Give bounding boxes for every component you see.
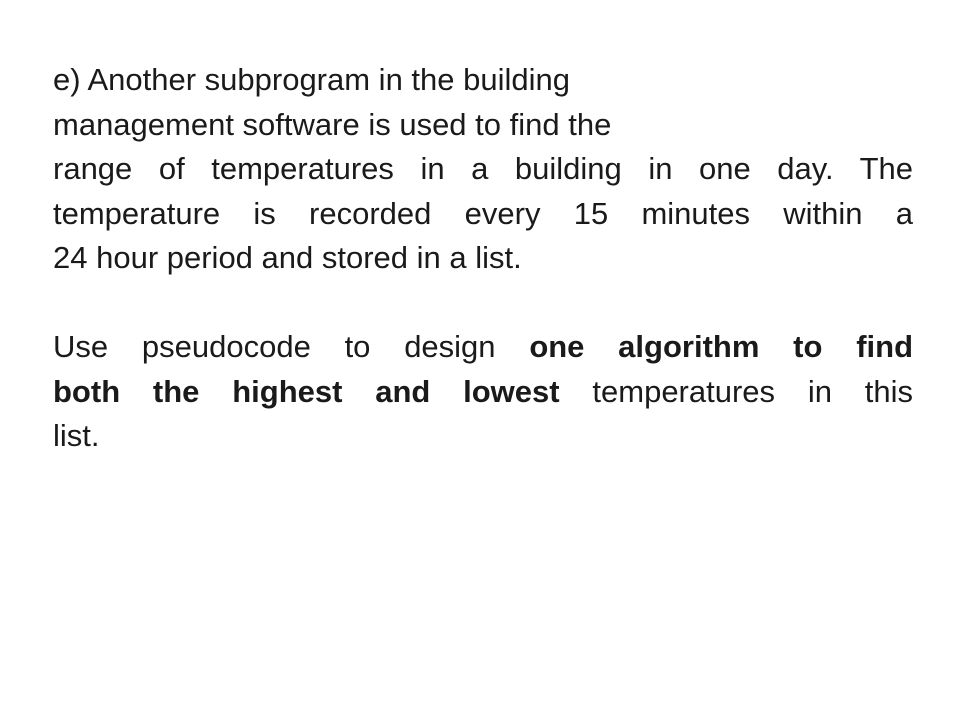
task-line-3 xyxy=(53,414,913,459)
question-line-4: temperature is recorded every 15 minutes within a xyxy=(53,195,913,231)
question-paragraph-2 xyxy=(53,325,913,459)
task-line-2-emphasis: both the highest and lowest xyxy=(53,373,560,409)
task-line-2-normal: temperatures in this xyxy=(559,373,913,409)
question-line-3: range of temperatures in a building in one day. The xyxy=(53,151,913,186)
task-line-3-normal: list. xyxy=(53,418,100,453)
task-line-1 xyxy=(53,325,913,370)
task-line-1-normal: Use pseudocode to design xyxy=(53,329,530,364)
task-line-2 xyxy=(53,370,913,415)
question-line-1: e) Another subprogram in the building xyxy=(53,62,570,97)
task-line-1-emphasis: one algorithm to find xyxy=(529,329,913,364)
question-line-2: management software is used to find the xyxy=(53,106,612,142)
question-paragraph-1 xyxy=(53,58,913,281)
question-line-5: 24 hour period and stored in a list. xyxy=(53,240,522,275)
